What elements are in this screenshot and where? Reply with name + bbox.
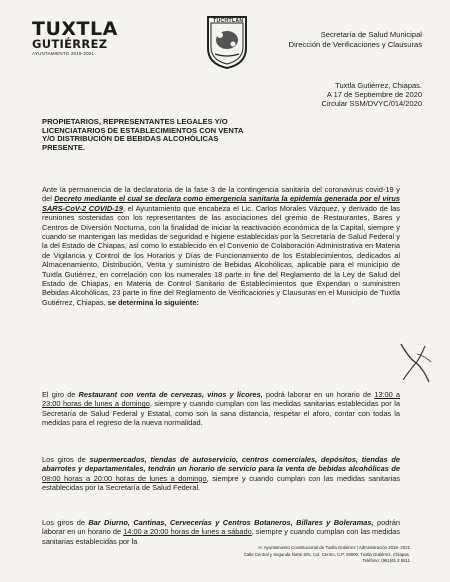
recipient-line-3: Y/O DISTRIBUCIÓN DE BEBIDAS ALCOHÓLICAS bbox=[42, 134, 219, 144]
recipient-line-1: PROPIETARIOS, REPRESENTANTES LEGALES Y/O bbox=[42, 117, 228, 126]
p2-text-e: , siempre y cuando cumplan con las medidas sanitarias establecidas por la Secretaría de Salud Federal y Estatal, como son la sana distancia, respetar el aforo, contar con todas la medidas para el regreso de la nueva normalidad. bbox=[42, 399, 400, 428]
paragraph-2 bbox=[42, 390, 400, 428]
p4-text-e: , siempre y cuando cumplan con las medidas sanitarias establecidas por la bbox=[42, 527, 400, 546]
p2-schedule: 13:00 a 23:00 horas de lunes a domingo bbox=[42, 390, 400, 409]
handwritten-signature-icon bbox=[395, 340, 435, 385]
logo-line-1: TUXTLA bbox=[32, 18, 118, 40]
footer-line-1: H. Ayuntamiento Constitucional de Tuxtla Gutiérrez | Administración 2018- 2021 bbox=[258, 545, 410, 550]
circular-number: Circular SSM/DVYC/014/2020 bbox=[321, 99, 422, 108]
municipality-logo bbox=[32, 20, 132, 56]
p1-determination: se determina lo siguiente: bbox=[107, 297, 199, 307]
department-line-2: Dirección de Verificaciones y Clausuras bbox=[288, 40, 422, 49]
footer-line-3: Teléfono: (961)61 2 5511 bbox=[362, 558, 410, 563]
logo-line-3: AYUNTAMIENTO 2018-2021 bbox=[32, 51, 95, 56]
p3-text-d: , siempre y cuando cumplan con las medidas sanitarias establecidas por la Secretaría de Salud Federal. bbox=[42, 473, 400, 493]
paragraph-4 bbox=[42, 518, 400, 546]
p4-text-c: podrán laborar en un horario de bbox=[42, 518, 400, 537]
p2-text-c: podrá laborar en un horario de bbox=[262, 390, 375, 399]
recipient-line-2: LICENCIATARIOS DE ESTABLECIMIENTOS CON VENTA bbox=[42, 125, 244, 135]
p3-schedule: 08:00 horas a 20:00 horas de lunes a domingo bbox=[42, 473, 207, 483]
paragraph-3 bbox=[42, 455, 400, 493]
p2-text-a: El giro de bbox=[42, 390, 79, 399]
recipient-line-4: PRESENTE. bbox=[42, 142, 86, 152]
footer-line-2: Calle Central y Segunda Norte S/N, Col. Centro, C.P. 29000, Tuxtla Gutiérrez, Chiapas. bbox=[243, 551, 410, 557]
p4-text-a: Los giros de bbox=[42, 518, 89, 527]
p1-text-c: , el Ayuntamiento que encabeza el Lic. Carlos Morales Vázquez, y derivado de las reuniones sostenidas con los representantes de las asociaciones del gremio de Restaurantes, Bares y Centros de Diversión Nocturna, con la finalidad de iniciar la reactivación económica de la Capital, siempre y cuando se mantengan las medidas de seguridad e higiene establecidas por la Secretaría de Salud Federal y la del Estado de Chiapas, así como lo establecido en el Convenio de Colaboración Administrativa en Materia de Vigilancia y Control de los Horarios y Días de Funcionamiento de los Establecimientos, dedicados al Almacenamiento, Distribución, Venta y suministro de Bebidas Alcohólicas, aplicable para el municipio de Tuxtla Gutiérrez, en correlación con los numerales 18 parte in fine del Reglamento de la Ley de Salud del Estado de Chiapas, en Materia de Control Sanitario de Establecimientos que Expendan o suministren Bebidas Alcohólicas, 23 parte in fine del Reglamento de Verificaciones y Clausuras en el Municipio de Tuxtla Gutiérrez, Chiapas, bbox=[42, 203, 400, 307]
place: Tuxtla Gutiérrez, Chiapas. bbox=[335, 81, 422, 90]
p1-decree: Decreto mediante el cual se declara como emergencia sanitaria la epidemia generada por el virus SARS-CoV-2 COVID-19 bbox=[42, 194, 401, 213]
date: A 17 de Septiembre de 2020 bbox=[326, 90, 422, 99]
p1-text-a: Ante la permanencia de la declaratoria de la fase 3 de la contingencia sanitaria del coronavirus covid-19 y del bbox=[42, 185, 400, 204]
department-line-1: Secretaría de Salud Municipal bbox=[320, 30, 422, 39]
p4-business-types: Bar Diurno, Cantinas, Cervecerías y Centros Botaneros, Billares y Boleramas, bbox=[88, 518, 374, 527]
seal-label: TUCHTLAN bbox=[213, 18, 244, 24]
logo-line-2: GUTIÉRREZ bbox=[32, 37, 108, 51]
recipient-block bbox=[42, 118, 372, 152]
date-block bbox=[322, 81, 422, 108]
footer bbox=[150, 545, 410, 565]
p3-text-a: Los giros de bbox=[42, 455, 90, 464]
p2-business-type: Restaurant con venta de cervezas, vinos y licores, bbox=[78, 390, 263, 399]
department-block bbox=[289, 30, 422, 50]
paragraph-1 bbox=[42, 185, 400, 307]
p3-business-types: supermercados, tiendas de autoservicio, centros comerciales, depósitos, tiendas de abarrotes y departamentales, tendrán un horario de servicio para la venta de bebidas alcohólicas de bbox=[42, 455, 400, 474]
p4-schedule: 14:00 a 20:00 horas de lunes a sábado bbox=[123, 527, 252, 537]
